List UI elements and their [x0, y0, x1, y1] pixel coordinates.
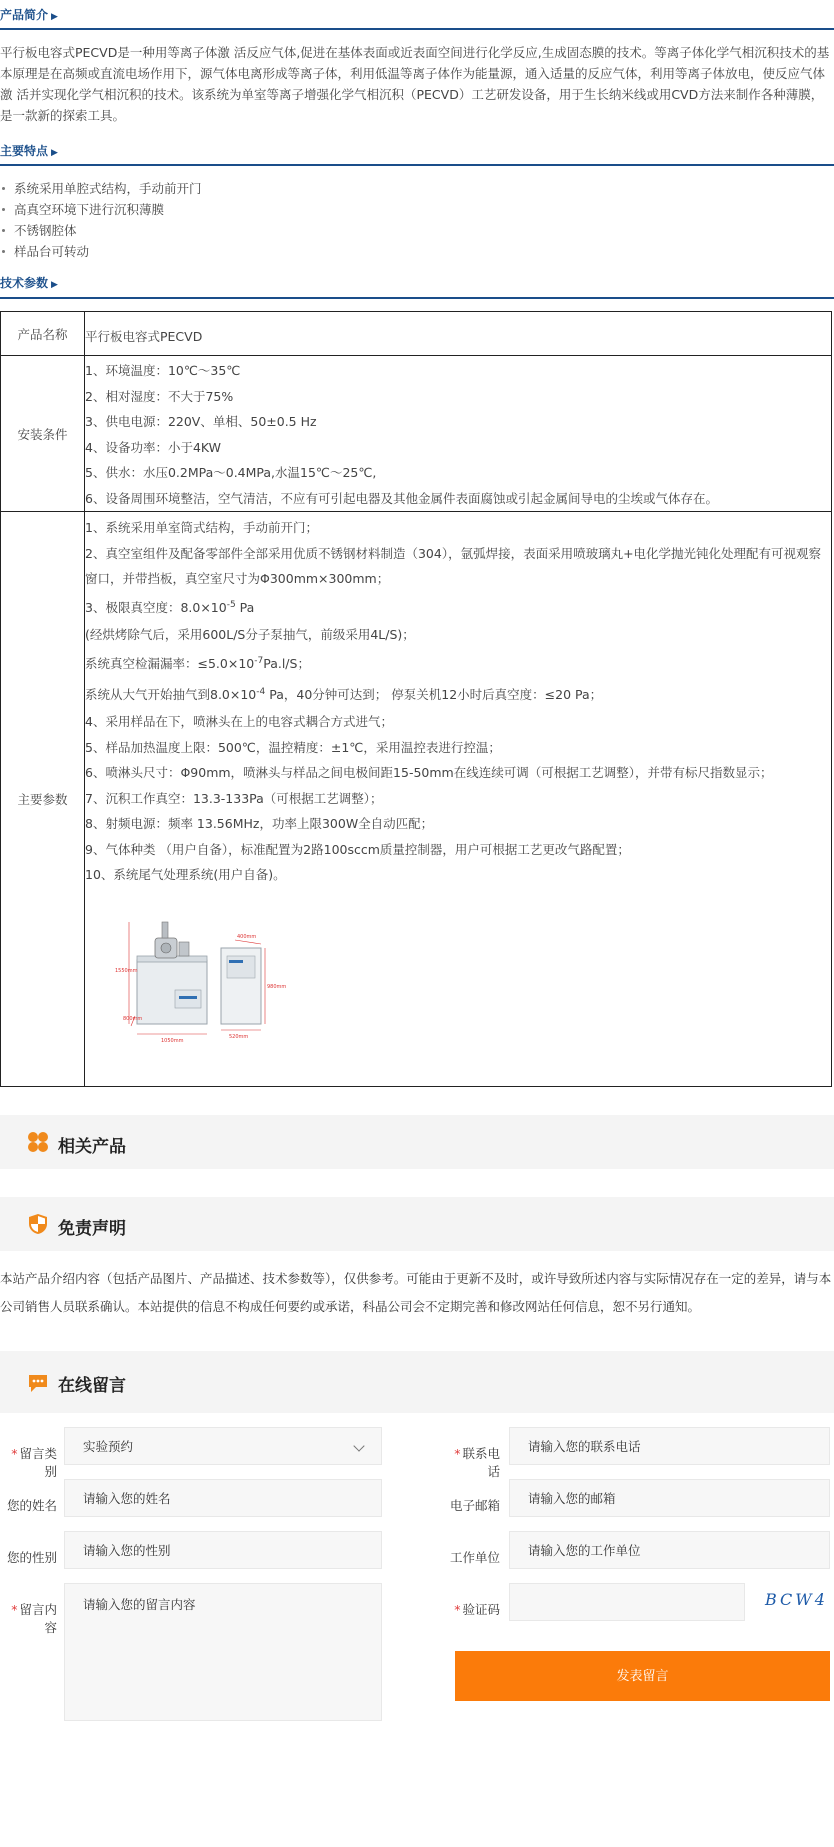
grid-icon — [27, 1131, 49, 1153]
param-line: 2、真空室组件及配备零部件全部采用优质不锈钢材料制造（304），氩弧焊接，表面采用喷玻璃丸+电化学抛光钝化处理配有可视观察窗口，并带挡板，真空室尺寸为Φ300mm×300mm； — [85, 545, 822, 586]
features-list — [0, 166, 834, 266]
param-line: 1、系统采用单室筒式结构，手动前开门； — [85, 520, 318, 535]
content-textarea[interactable]: 请输入您的留言内容 — [64, 1583, 382, 1721]
param-line: 系统真空检漏漏率：$\le 5.0\times 10^{-7}Pa.l/S$； — [85, 656, 310, 672]
svg-text:800mm: 800mm — [123, 1015, 143, 1022]
install-item: 5、供水：水压0.2MPa～0.4MPa,水温15℃～25℃, — [85, 465, 377, 480]
captcha-image[interactable]: BCW4 — [765, 1590, 828, 1609]
svg-text:980mm: 980mm — [267, 983, 287, 990]
param-line: 5、样品加热温度上限：500℃，温控精度：±1℃，采用温控表进行控温； — [85, 739, 501, 755]
intro-text: 平行板电容式PECVD是一种用等离子体激 活反应气体,促进在基体表面或近表面空间进行化学反应,生成固态膜的技术。等离子体化学气相沉积技术的基本原理是在高频或直流电场作用下，源气体电离形成等离子体，利用低温等离子体作为能量源，通入适量的反应气体，利用等离子体放电，使反应气体激 活并实现化学气相沉积的技术。该系统为单室等离子增强化学气相沉积（PECVD）工艺研发设备，用于生长纳米线或用CVD方法来制作各种薄膜，是一款新的探索工具。 — [0, 45, 830, 123]
param-line: 3、极限真空度：$8.0\times 10^{-5}$ Pa — [85, 599, 255, 615]
svg-text:1050mm: 1050mm — [161, 1037, 184, 1044]
spec-key: 产品名称 — [1, 312, 85, 356]
param-line: (经烘烤除气后，采用600L/S分子泵抽气，前级采用4L/S)； — [85, 626, 415, 642]
install-item: 4、设备功率：小于4KW — [85, 439, 222, 455]
content-label: * 留言内容 — [11, 1602, 57, 1635]
email-label: 电子邮箱 — [449, 1498, 500, 1513]
specs-heading: 技术参数 ▶ — [0, 266, 834, 299]
list-item: 高真空环境下进行沉积薄膜 — [0, 199, 834, 220]
related-products-header — [0, 1115, 834, 1169]
spec-value: 平行板电容式PECVD — [85, 312, 832, 356]
pecvd-machine-illustration — [115, 912, 295, 1052]
gender-label: 您的性别 — [6, 1550, 57, 1565]
disclaimer-text: 本站产品介绍内容（包括产品图片、产品描述、技术参数等），仅供参考。可能由于更新不及时，或许导致所述内容与实际情况存在一定的差异，请与本公司销售人员联系确认。本站提供的信息不构成任何要约或承诺，科晶公司会不定期完善和修改网站任何信息，恕不另行通知。 — [0, 1271, 832, 1314]
spec-key: 主要参数 — [1, 512, 85, 1087]
param-line: 7、沉积工作真空：13.3-133Pa（可根据工艺调整）； — [85, 790, 383, 806]
related-products-title: 相关产品 — [58, 1137, 126, 1157]
param-line: 9、气体种类 （用户自备），标准配置为2路100sccm质量控制器，用户可根据工艺更改气路配置； — [85, 841, 630, 857]
message-title: 在线留言 — [58, 1376, 126, 1396]
install-item: 2、相对湿度：不大于75% — [85, 388, 234, 404]
shield-icon — [27, 1213, 49, 1235]
param-line: 4、采用样品在下，喷淋头在上的电容式耦合方式进气； — [85, 714, 393, 730]
param-line: 系统从大气开始抽气到$8.0\times 10^{-4}$ Pa，40分钟可达到； 停泵关机12小时后真空度：≤20 Pa； — [85, 687, 603, 703]
install-item: 6、设备周围环境整洁，空气清洁，不应有可引起电器及其他金属件表面腐蚀或引起金属间导电的尘埃或气体存在。 — [85, 490, 718, 506]
table-row — [1, 312, 832, 356]
product-image — [115, 912, 295, 1052]
list-item: 系统采用单腔式结构，手动前开门 — [0, 178, 834, 199]
chat-bubble-icon — [27, 1372, 49, 1394]
spec-key: 安装条件 — [1, 356, 85, 512]
svg-text:400mm: 400mm — [237, 933, 257, 940]
phone-label: * 联系电话 — [454, 1446, 500, 1479]
install-item: 1、环境温度：10℃～35℃ — [85, 363, 241, 378]
company-label: 工作单位 — [449, 1550, 500, 1565]
svg-text:520mm: 520mm — [229, 1033, 249, 1040]
captcha-label: * 验证码 — [454, 1602, 500, 1617]
param-line: 8、射频电源：频率 13.56MHz，功率上限300W全自动匹配； — [85, 816, 434, 832]
gender-input[interactable]: 请输入您的性别 — [64, 1531, 382, 1569]
message-form — [0, 1427, 834, 1847]
table-row — [1, 512, 832, 1087]
features-heading: 主要特点 ▶ — [0, 136, 834, 166]
captcha-input[interactable] — [509, 1583, 745, 1621]
list-item: 样品台可转动 — [0, 241, 834, 262]
email-input[interactable]: 请输入您的邮箱 — [509, 1479, 830, 1517]
type-select[interactable]: 实验预约 — [64, 1427, 382, 1465]
install-item: 3、供电电源：220V、单相、50±0.5 Hz — [85, 414, 317, 429]
submit-button[interactable]: 发表留言 — [455, 1651, 830, 1701]
param-line: 6、喷淋头尺寸：Φ90mm，喷淋头与样品之间电极间距15-50mm在线连续可调（可根据工艺调整），并带有标尺指数显示； — [85, 765, 773, 781]
param-line: 10、系统尾气处理系统(用户自备)。 — [85, 867, 286, 883]
disclaimer-header — [0, 1197, 834, 1251]
spec-table — [0, 311, 832, 1087]
intro-heading: 产品简介 ▶ — [0, 0, 834, 30]
disclaimer-title: 免责声明 — [58, 1219, 126, 1239]
svg-text:1550mm: 1550mm — [115, 967, 138, 974]
chevron-down-icon — [353, 1440, 364, 1451]
company-input[interactable]: 请输入您的工作单位 — [509, 1531, 830, 1569]
table-row — [1, 356, 832, 512]
name-input[interactable]: 请输入您的姓名 — [64, 1479, 382, 1517]
type-label: * 留言类别 — [11, 1446, 57, 1479]
phone-input[interactable]: 请输入您的联系电话 — [509, 1427, 830, 1465]
name-label: 您的姓名 — [6, 1498, 57, 1513]
list-item: 不锈钢腔体 — [0, 220, 834, 241]
message-header — [0, 1351, 834, 1413]
